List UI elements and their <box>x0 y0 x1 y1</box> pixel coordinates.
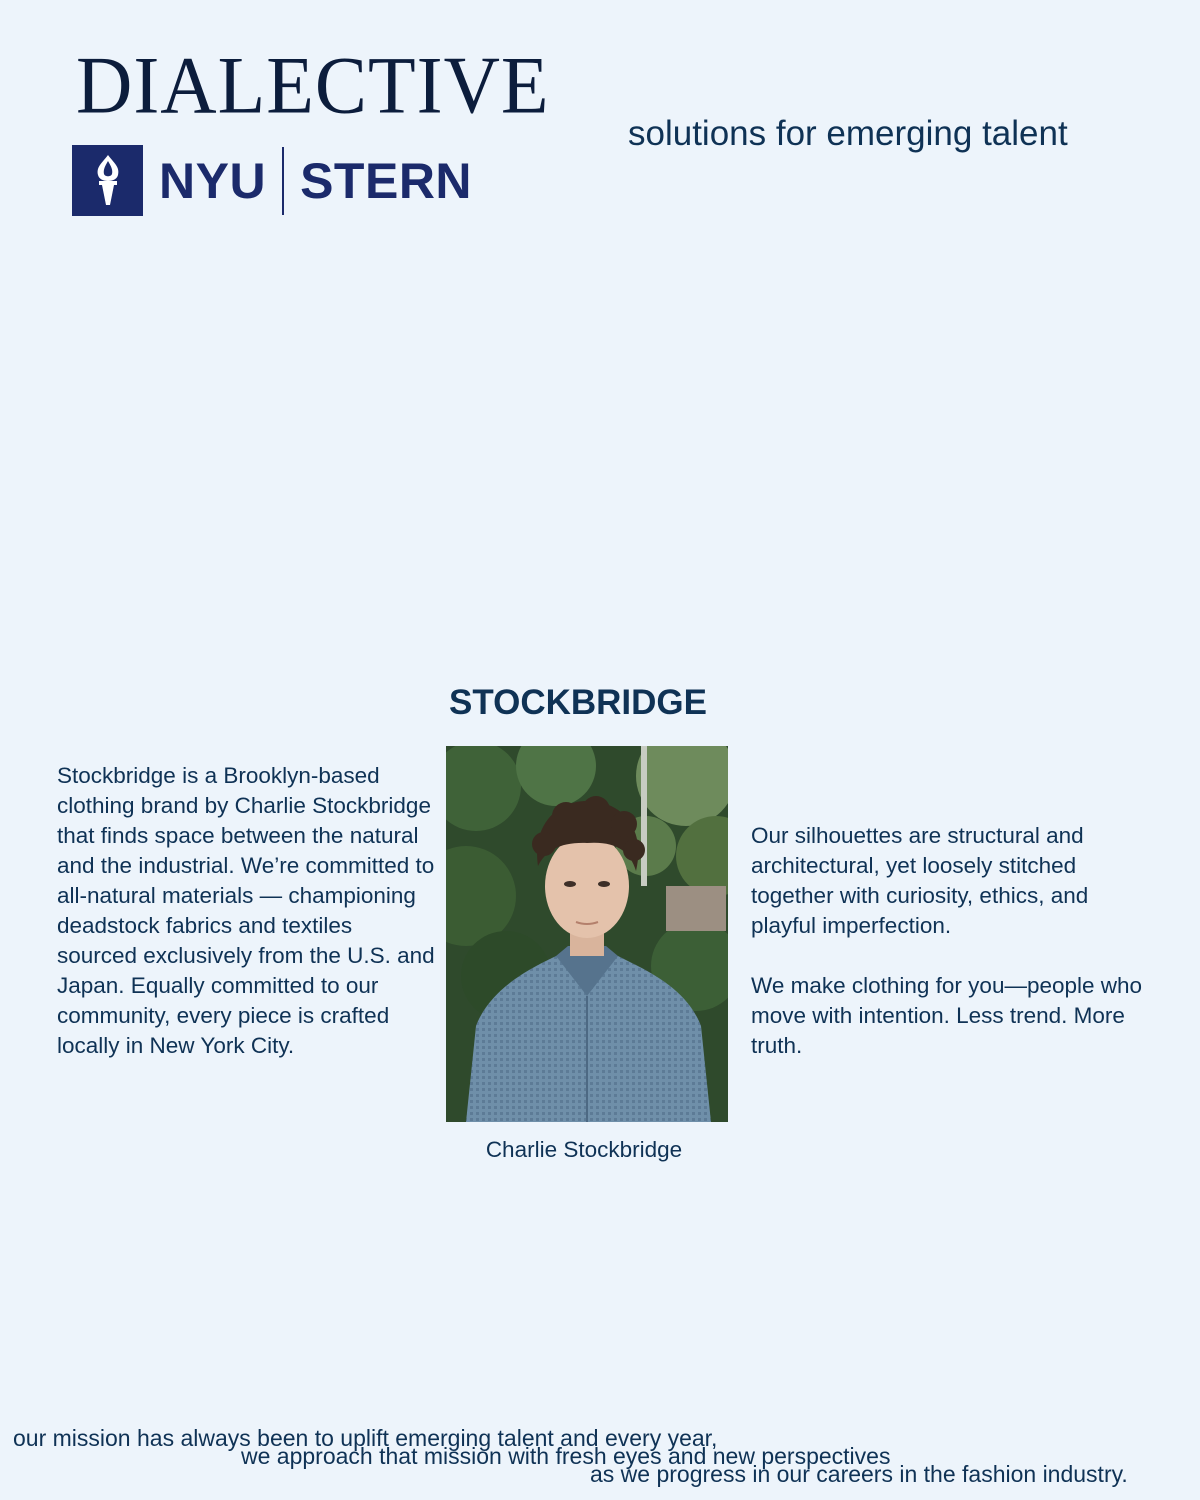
mission-line-2: we approach that mission with fresh eyes and new perspectives <box>241 1443 891 1469</box>
brand-description: Stockbridge is a Brooklyn-based clothing brand by Charlie Stockbridge that finds space between the natural and the industrial. We’re committed to all-natural materials — championing deadstock fabrics and textiles sourced exclusively from the U.S. and Japan. Equally committed to our community, every piece is crafted locally in New York City. <box>57 763 435 1058</box>
dialective-logo: DIALECTIVE <box>76 38 550 131</box>
brand-title: STOCKBRIDGE <box>449 683 707 722</box>
mission-line-3: as we progress in our careers in the fashion industry. <box>590 1461 1128 1487</box>
nyu-torch-icon <box>72 145 143 216</box>
brand-philosophy <box>751 821 1151 1091</box>
nyu-wordmark: NYU <box>159 152 267 209</box>
photo-caption: Charlie Stockbridge <box>485 1137 683 1162</box>
mission-line-1: our mission has always been to uplift emerging talent and every year, <box>13 1425 718 1451</box>
philosophy-paragraph-1: Our silhouettes are structural and architectural, yet loosely stitched together with curiosity, ethics, and playful imperfection. <box>751 823 1089 938</box>
philosophy-paragraph-2: We make clothing for you—people who move with intention. Less trend. More truth. <box>751 973 1143 1058</box>
nyu-stern-logo <box>72 145 472 216</box>
tagline: solutions for emerging talent <box>628 114 1068 153</box>
founder-photo <box>446 746 728 1122</box>
stern-wordmark: STERN <box>300 152 473 209</box>
logo-divider <box>282 147 284 215</box>
